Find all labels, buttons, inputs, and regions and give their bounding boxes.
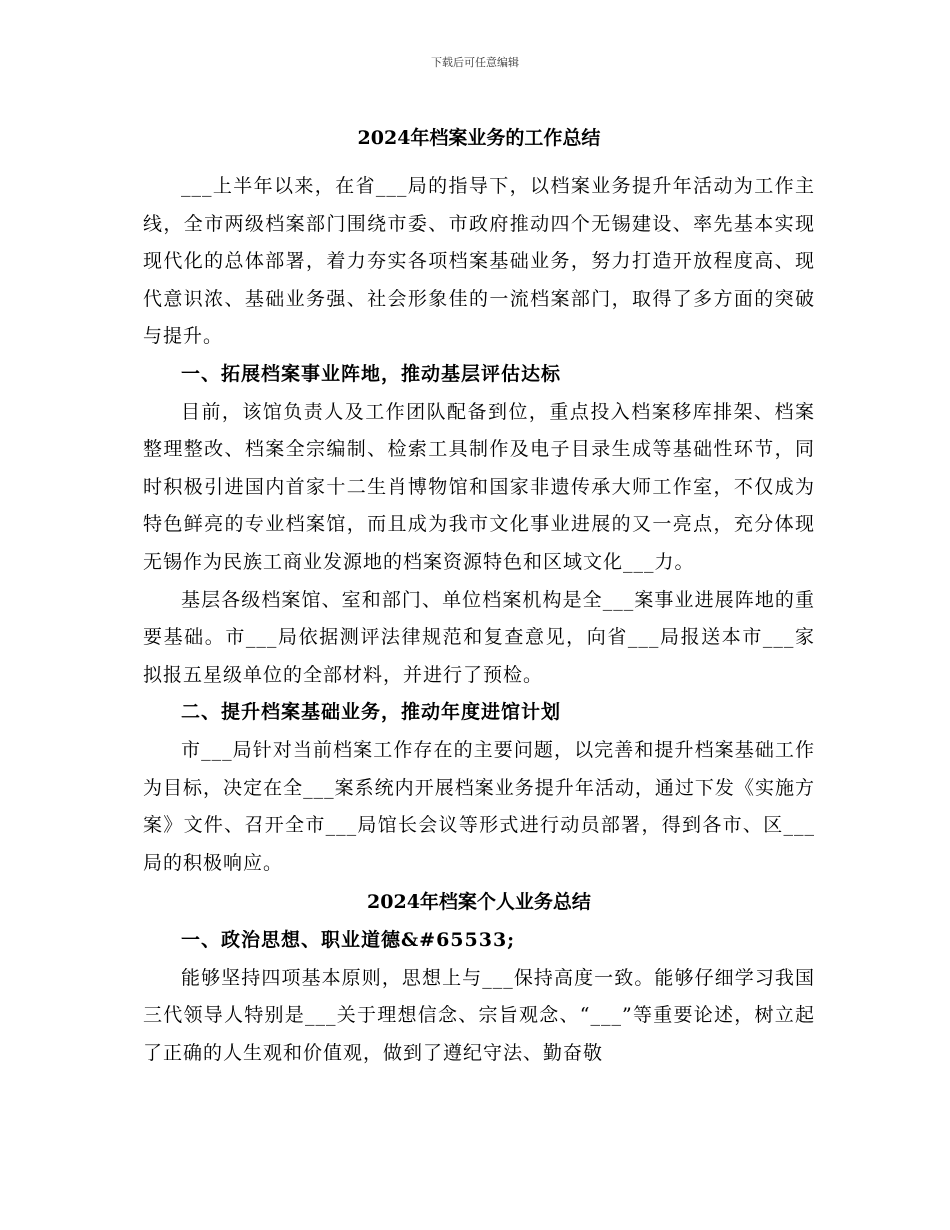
intro-paragraph: ___上半年以来，在省___局的指导下，以档案业务提升年活动为工作主线，全市两级档案部门围绕市委、市政府推动四个无锡建设、率先基本实现现代化的总体部署，着力夯实各项档案基础业务，努力打造开放程度高、现代意识浓、基础业务强、社会形象佳的一流档案部门，取得了多方面的突破与提升。 <box>143 175 815 348</box>
part2-heading: 一、政治思想、职业道德&#65533; <box>181 929 516 952</box>
section2-heading: 二、提升档案基础业务，推动年度进馆计划 <box>181 701 562 724</box>
header-note: 下载后可任意编辑 <box>431 56 519 69</box>
section2-paragraph-1: 市___局针对当前档案工作存在的主要问题，以完善和提升档案基础工作为目标，决定在全___案系统内开展档案业务提升年活动，通过下发《实施方案》文件、召开全市___局馆长会议等形式进行动员部署，得到各市、区___局的积极响应。 <box>143 738 815 874</box>
second-title: 2024年档案个人业务总结 <box>367 891 591 914</box>
section1-heading: 一、拓展档案事业阵地，推动基层评估达标 <box>181 362 562 385</box>
document-body <box>143 120 815 1073</box>
section1-paragraph-1: 目前，该馆负责人及工作团队配备到位，重点投入档案移库排架、档案整理整改、档案全宗编制、检索工具制作及电子目录生成等基础性环节，同时积极引进国内首家十二生肖博物馆和国家非遗传承大师工作室，不仅成为特色鲜亮的专业档案馆，而且成为我市文化事业进展的又一亮点，充分体现无锡作为民族工商业发源地的档案资源特色和区域文化___力。 <box>143 400 815 573</box>
part2-paragraph-1: 能够坚持四项基本原则，思想上与___保持高度一致。能够仔细学习我国三代领导人特别是___关于理想信念、宗旨观念、“___”等重要论述，树立起了正确的人生观和价值观，做到了遵纪守法、勤奋敬 <box>143 966 815 1065</box>
section1-paragraph-2: 基层各级档案馆、室和部门、单位档案机构是全___案事业进展阵地的重要基础。市___局依据测评法律规范和复查意见，向省___局报送本市___家拟报五星级单位的全部材料，并进行了预检。 <box>143 588 815 686</box>
document-title: 2024年档案业务的工作总结 <box>357 127 601 149</box>
